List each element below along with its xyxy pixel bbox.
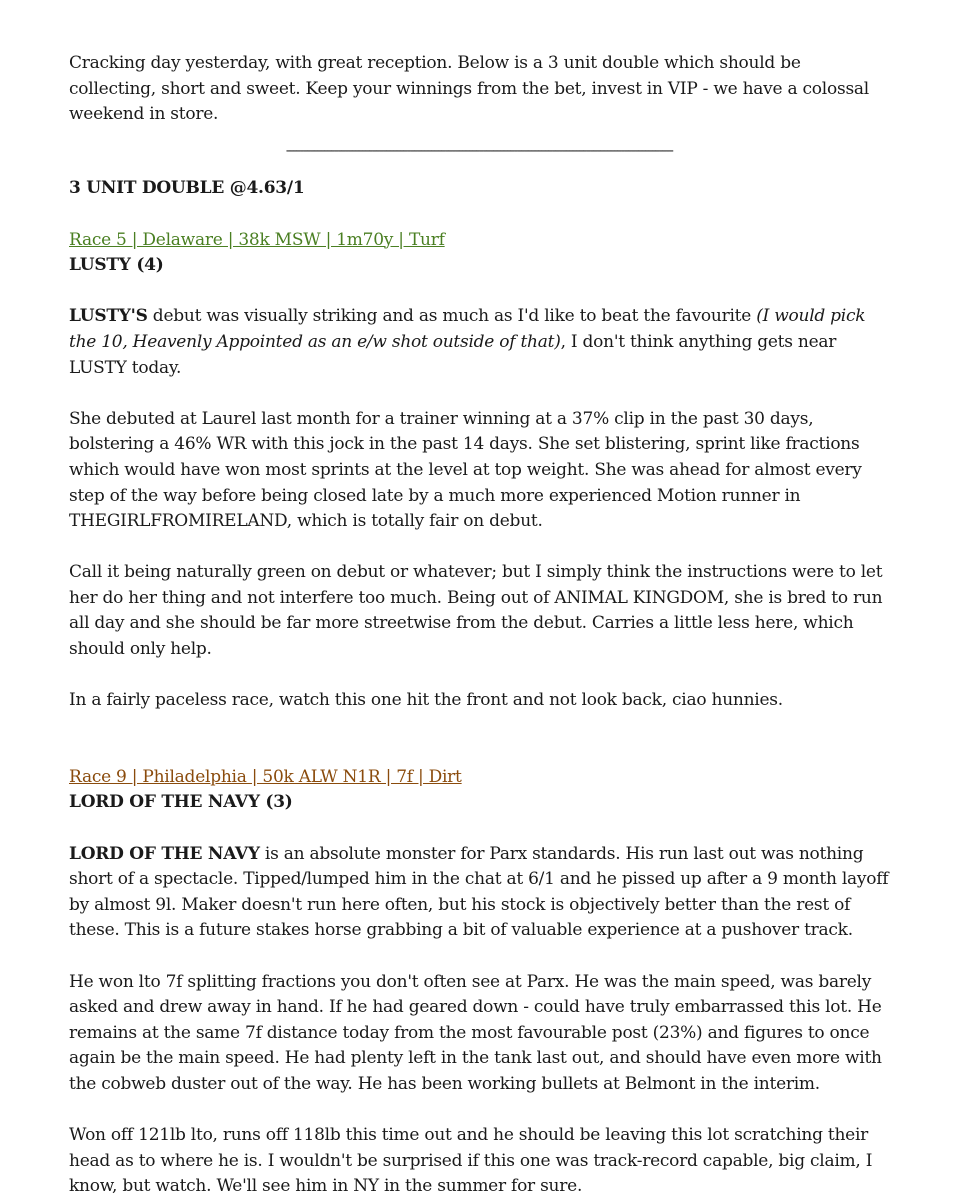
race-2-horse: LORD OF THE NAVY (3) <box>69 792 293 813</box>
document-body <box>69 51 889 1200</box>
race-2-paragraph-1 <box>69 842 889 944</box>
race-2-paragraph-2: He won lto 7f splitting fractions you don't often see at Parx. He was the main speed, was barely asked and drew away in hand. If he had geared down - could have truly embarrassed this lot. He remains at the same 7f distance today from the most favourable post (23%) and figures to once again be the main speed. He had plenty left in the tank last out, and should have even more with the cobweb duster out of the way. He has been working bullets at Belmont in the interim. <box>69 971 882 1094</box>
intro-paragraph: Cracking day yesterday, with great reception. Below is a 3 unit double which should be collecting, short and sweet. Keep your winnings from the bet, invest in VIP - we have a colossal weekend in store. <box>69 53 869 125</box>
race-2-p1-text: is an absolute monster for Parx standards. His run last out was nothing short of a spectacle. Tipped/lumped him in the chat at 6/1 and he pissed up after a 9 month layoff by almost 9l. Maker doesn't run here often, but his stock is objectively better than the rest of these. This is a future stakes horse grabbing a bit of valuable experience at a pushover track. <box>69 843 889 941</box>
race-1-paragraph-2: She debuted at Laurel last month for a trainer winning at a 37% clip in the past 30 days, bolstering a 46% WR with this jock in the past 14 days. She set blistering, sprint like fractions which would have won most sprints at the level at top weight. She was ahead for almost every step of the way before being closed late by a much more experienced Motion runner in THEGIRLFROMIRELAND, which is totally fair on debut. <box>69 408 862 532</box>
race-1-p1-aside: (I would pick the 10, Heavenly Appointed as an e/w shot outside of that) <box>69 306 866 352</box>
race-1-paragraph-3: Call it being naturally green on debut or whatever; but I simply think the instructions were to let her do her thing and not interfere too much. Being out of ANIMAL KINGDOM, she is bred to run all day and she should be far more streetwise from the debut. Carries a little less here, which should only help. <box>69 562 883 660</box>
race-1-paragraph-4: In a fairly paceless race, watch this one hit the front and not look back, ciao hunnies. <box>69 690 783 711</box>
spacer <box>69 535 889 561</box>
bet-title: 3 UNIT DOUBLE @4.63/1 <box>69 178 305 199</box>
spacer <box>69 1098 889 1124</box>
spacer <box>69 944 889 970</box>
race-2-section <box>69 765 889 1200</box>
spacer <box>69 816 889 842</box>
race-1-horse: LUSTY (4) <box>69 255 164 276</box>
spacer <box>69 714 889 765</box>
spacer <box>69 381 889 407</box>
race-2-link[interactable]: Race 9 | Philadelphia | 50k ALW N1R | 7f | Dirt <box>69 766 462 787</box>
race-1-paragraph-1 <box>69 304 889 381</box>
spacer <box>69 202 889 228</box>
divider: ---------------------------------------------------------------------------------------------------------------- <box>285 142 673 159</box>
spacer <box>69 663 889 689</box>
race-1-link[interactable]: Race 5 | Delaware | 38k MSW | 1m70y | Turf <box>69 229 445 250</box>
race-2-horse-name: LORD OF THE NAVY <box>69 843 260 864</box>
race-1-horse-name: LUSTY'S <box>69 306 148 327</box>
race-2-paragraph-3: Won off 121lb lto, runs off 118lb this time out and he should be leaving this lot scratching their head as to where he is. I wouldn't be surprised if this one was track-record capable, big claim, I know, but watch. We'll see him in NY in the summer for sure. <box>69 1125 873 1197</box>
spacer <box>69 279 889 305</box>
race-1-p1-text-a: debut was visually striking and as much as I'd like to beat the favourite <box>147 306 757 327</box>
race-1-p1-text-b: , I don't think anything gets near LUSTY today. <box>69 331 837 378</box>
race-1-section <box>69 228 889 714</box>
